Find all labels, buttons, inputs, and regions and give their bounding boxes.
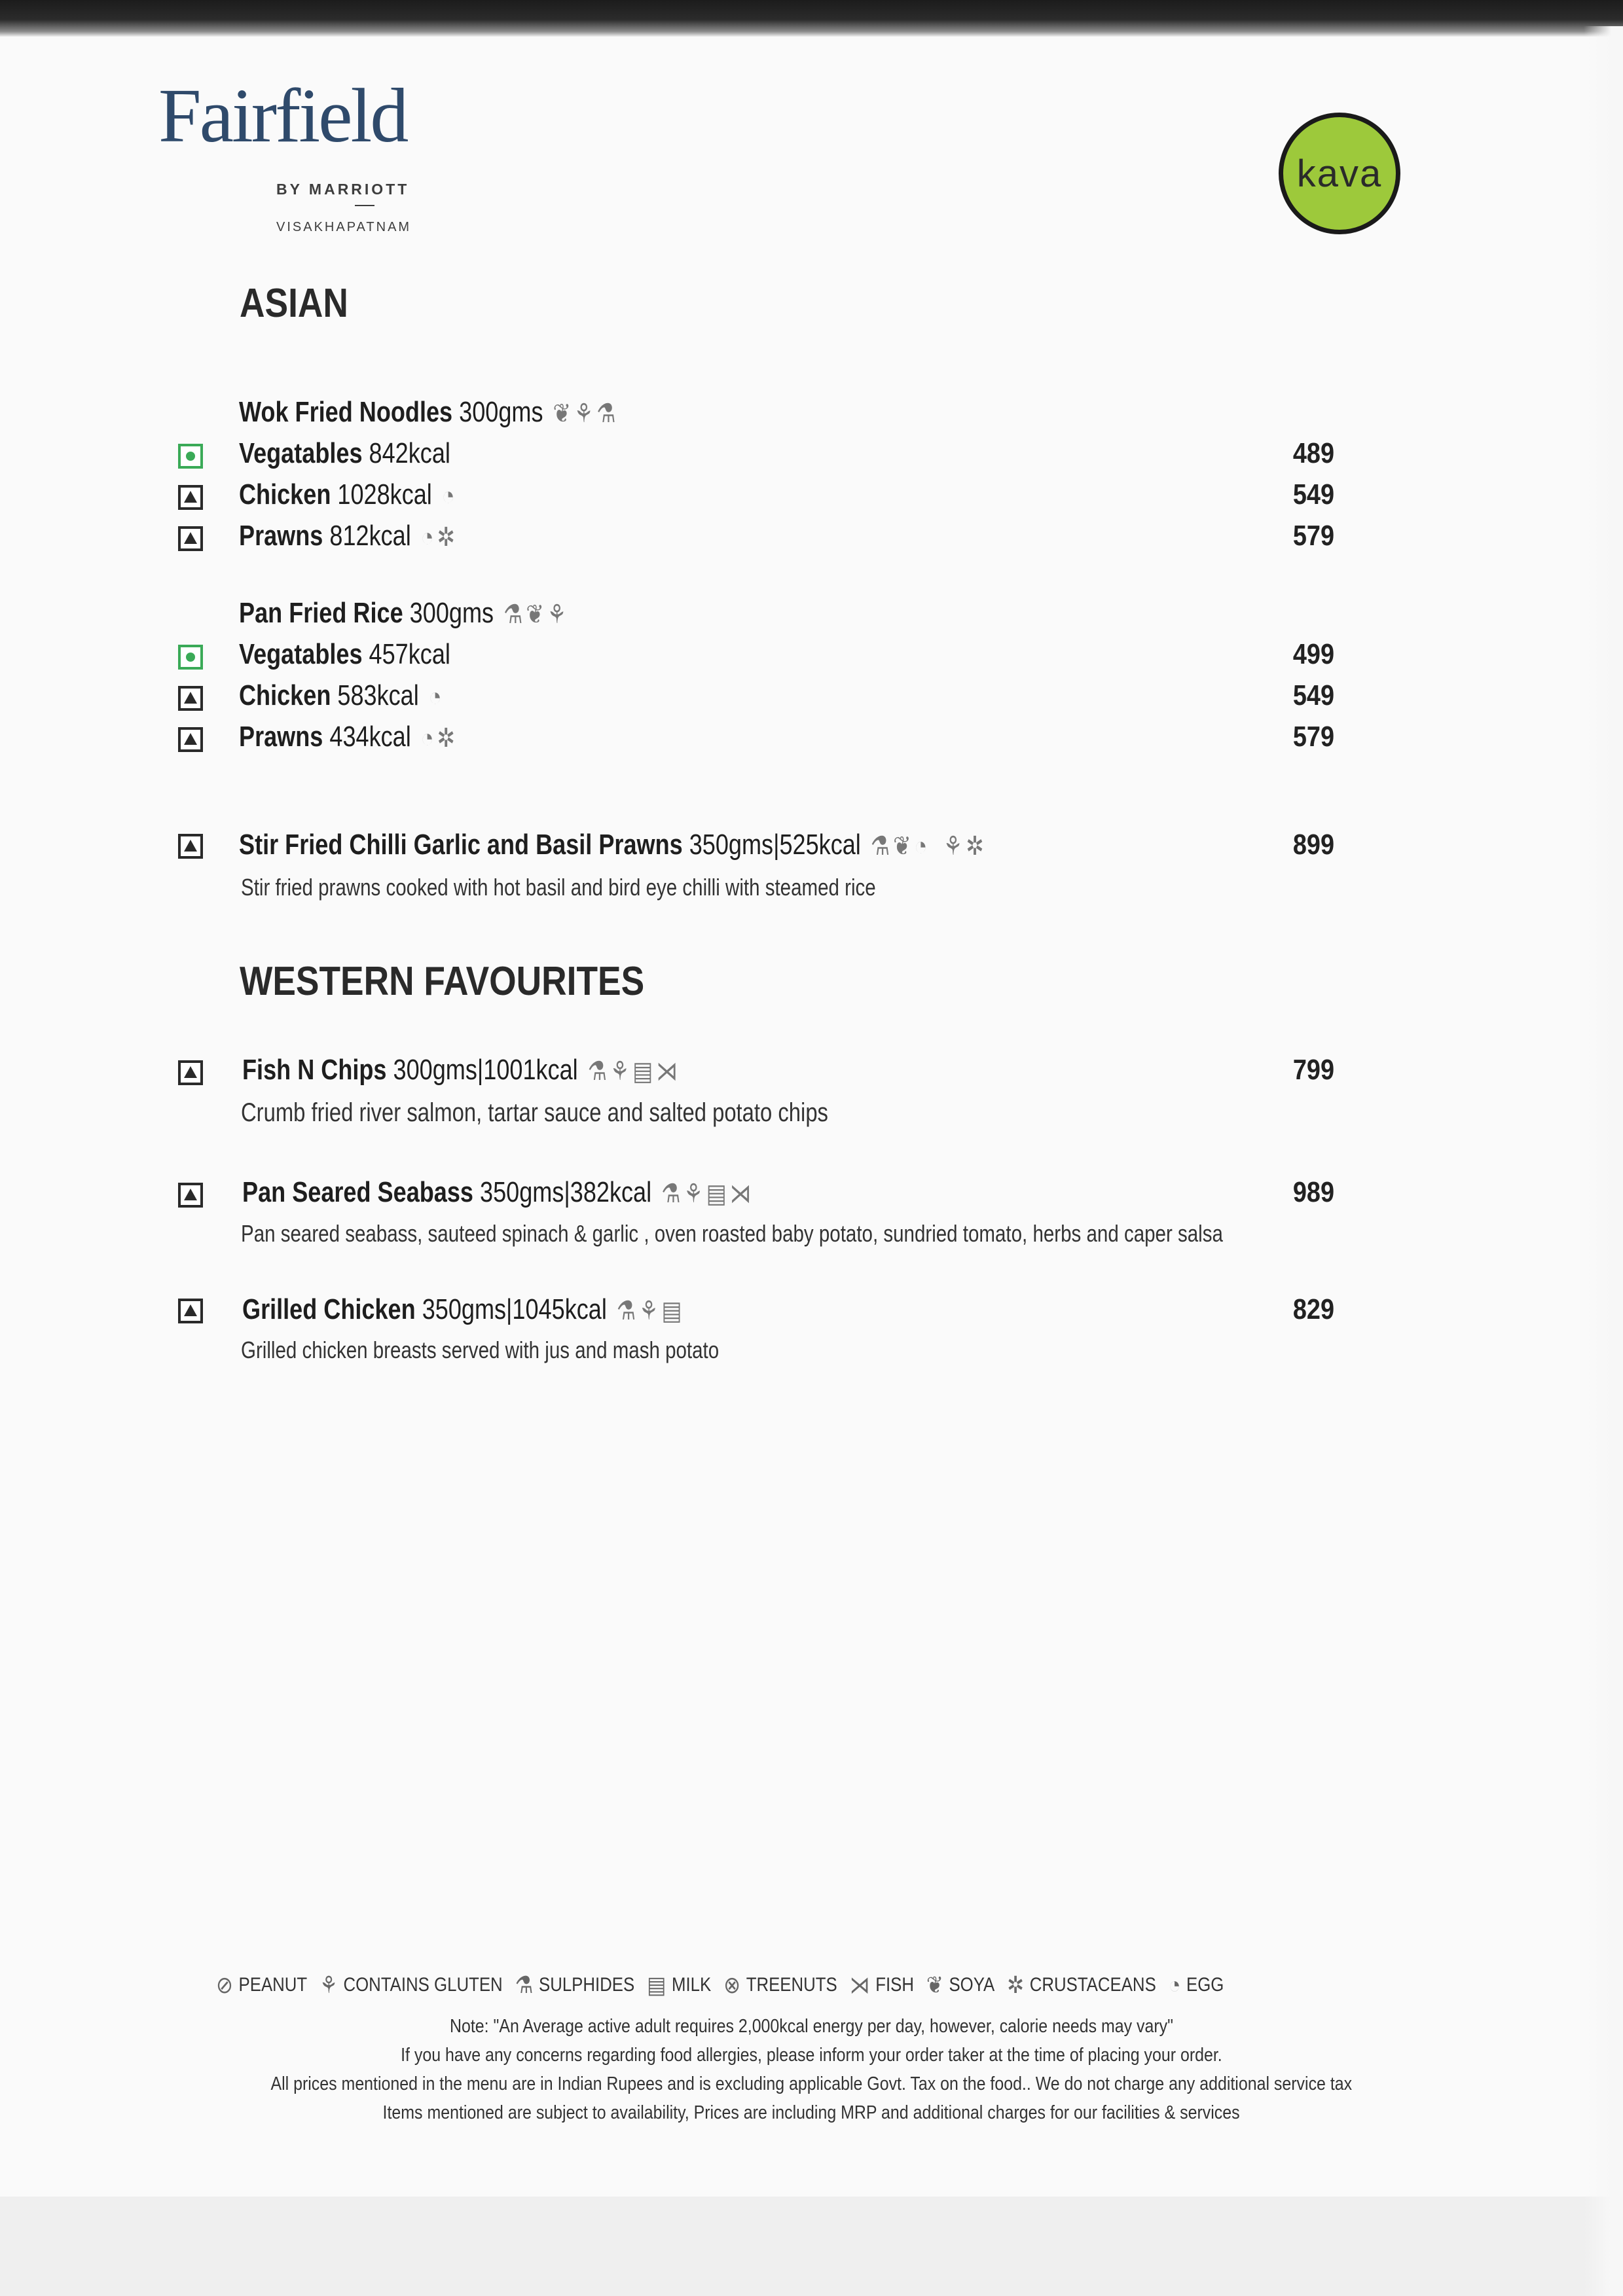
- note-availability: Items mentioned are subject to availability, Prices are including MRP and additional charges for our facilities & services: [382, 2102, 1241, 2123]
- logo-by-marriott: BY MARRIOTT: [276, 181, 410, 198]
- crustaceans-icon: ✲: [437, 724, 455, 753]
- nonveg-marker-icon: [178, 485, 203, 510]
- kava-logo: [1279, 113, 1400, 234]
- legend-item: ⊘ PEANUT: [216, 1971, 308, 1998]
- menu-item-price: 579: [1292, 721, 1334, 753]
- milk-icon: ▤: [706, 1179, 727, 1209]
- menu-item-description: Grilled chicken breasts served with jus and mash potato: [241, 1336, 720, 1363]
- menu-item-price: 499: [1292, 638, 1334, 670]
- fish-icon: ⋊: [729, 1179, 752, 1209]
- sulphides-icon: ⚗: [587, 1057, 608, 1086]
- section-title-asian: ASIAN: [240, 281, 348, 326]
- menu-item-price: 489: [1292, 437, 1334, 469]
- gluten-icon: ⚘: [547, 600, 567, 630]
- gluten-icon: ⚘: [319, 1971, 338, 1998]
- menu-item-name: Prawns 434kcal ◔ ✲: [239, 721, 455, 753]
- sulphides-icon: ⚗: [503, 600, 523, 630]
- soya-icon: ❦: [926, 1971, 943, 1998]
- note-calories: Note: "An Average active adult requires 2,000kcal energy per day, however, calorie needs may vary": [449, 2016, 1174, 2037]
- menu-item-description: Pan seared seabass, sauteed spinach & garlic , oven roasted baby potato, sundried tomato, herbs and caper salsa: [241, 1220, 1223, 1247]
- menu-item-name: Chicken 583kcal ◔: [239, 679, 442, 711]
- logo-city: VISAKHAPATNAM: [276, 220, 412, 234]
- menu-item-name: Stir Fried Chilli Garlic and Basil Prawns 350gms|525kcal ⚗ ❦ ◔ ⚘ ✲: [239, 829, 984, 861]
- western-item-fish-n-chips: [0, 1054, 1623, 1093]
- sulphides-icon: ⚗: [596, 399, 616, 429]
- gluten-icon: ⚘: [610, 1057, 630, 1086]
- logo-wordmark: Fairfield: [158, 73, 407, 158]
- milk-icon: ▤: [647, 1971, 666, 1998]
- menu-item-name: Pan Seared Seabass 350gms|382kcal ⚗ ⚘ ▤ ⋊: [242, 1176, 752, 1209]
- legend-item: ❦ SOYA: [926, 1971, 995, 1998]
- veg-marker-icon: [178, 444, 203, 469]
- logo-divider: [355, 205, 374, 206]
- sulphides-icon: ⚗: [870, 832, 890, 861]
- legend-item: ⊗ TREENUTS: [723, 1971, 837, 1998]
- menu-item-price: 989: [1292, 1176, 1334, 1208]
- nonveg-marker-icon: [178, 834, 203, 859]
- nonveg-marker-icon: [178, 1060, 203, 1085]
- allergen-legend: [216, 1971, 1241, 1999]
- scan-top-edge: [0, 0, 1623, 37]
- fairfield-logo: [158, 73, 420, 234]
- menu-item-name: Fish N Chips 300gms|1001kcal ⚗ ⚘ ▤ ⋊: [242, 1054, 678, 1086]
- menu-item-description: Crumb fried river salmon, tartar sauce and salted potato chips: [241, 1098, 828, 1127]
- soya-icon: ❦: [553, 399, 571, 429]
- western-item-seabass: [0, 1176, 1623, 1215]
- scan-right-edge: [1584, 26, 1623, 2296]
- milk-icon: ▤: [661, 1297, 682, 1326]
- wok-header: [0, 396, 1623, 435]
- gluten-icon: ⚘: [574, 399, 594, 429]
- sulphides-icon: ⚗: [616, 1297, 636, 1326]
- legend-item: ⋊ FISH: [849, 1971, 915, 1998]
- crustaceans-icon: ✲: [437, 523, 455, 552]
- kava-logo-text: kava: [1296, 152, 1383, 195]
- nonveg-marker-icon: [178, 727, 203, 752]
- wok-item-vegetables: [0, 437, 1623, 476]
- rice-header: [0, 597, 1623, 636]
- sulphides-icon: ⚗: [515, 1971, 534, 1998]
- gluten-icon: ⚘: [639, 1297, 659, 1326]
- fish-icon: ⋊: [849, 1971, 870, 1998]
- rice-item-prawns: [0, 721, 1623, 760]
- wok-title-name: Wok Fried Noodles: [239, 396, 453, 428]
- menu-item-name: Chicken 1028kcal ◔: [239, 478, 455, 511]
- menu-item-name: Prawns 812kcal ◔ ✲: [239, 520, 455, 552]
- note-prices: All prices mentioned in the menu are in Indian Rupees and is excluding applicable Govt. Tax on the food.. We do not charge any additional service tax: [270, 2073, 1353, 2094]
- legend-item: ⚗ SULPHIDES: [515, 1971, 635, 1998]
- wok-item-prawns: [0, 520, 1623, 559]
- menu-item-description: Stir fried prawns cooked with hot basil and bird eye chilli with steamed rice: [241, 874, 876, 901]
- menu-item-price: 799: [1292, 1054, 1334, 1086]
- egg-icon: ◔: [914, 831, 928, 861]
- rice-title: Pan Fried Rice 300gms ⚗ ❦ ⚘: [239, 597, 567, 630]
- legend-item: ▤ MILK: [647, 1971, 712, 1998]
- crustaceans-icon: ✲: [966, 832, 984, 861]
- nonveg-marker-icon: [178, 1299, 203, 1323]
- wok-item-chicken: [0, 478, 1623, 518]
- egg-icon: ◔: [428, 682, 442, 711]
- menu-item-price: 579: [1292, 520, 1334, 552]
- egg-icon: ◔: [1168, 1971, 1181, 1998]
- menu-item-price: 549: [1292, 478, 1334, 511]
- rice-item-chicken: [0, 679, 1623, 719]
- note-allergies: If you have any concerns regarding food allergies, please inform your order taker at the time of placing your order.: [401, 2045, 1222, 2066]
- egg-icon: ◔: [420, 522, 434, 552]
- menu-item-name: Vegatables 842kcal: [239, 437, 450, 469]
- soya-icon: ❦: [893, 832, 911, 861]
- peanut-icon: ⊘: [216, 1971, 233, 1998]
- menu-item-price: 829: [1292, 1293, 1334, 1325]
- legend-item: ✲ CRUSTACEANS: [1007, 1971, 1156, 1998]
- menu-item-price: 549: [1292, 679, 1334, 711]
- sulphides-icon: ⚗: [661, 1179, 681, 1209]
- milk-icon: ▤: [632, 1057, 653, 1086]
- wok-title: [239, 396, 616, 429]
- legend-item: ◔ EGG: [1168, 1971, 1224, 1998]
- nonveg-marker-icon: [178, 526, 203, 551]
- menu-item-price: 899: [1292, 829, 1334, 861]
- veg-marker-icon: [178, 645, 203, 670]
- nonveg-marker-icon: [178, 686, 203, 711]
- western-item-grilled-chicken: [0, 1293, 1623, 1333]
- wok-title-weight: 300gms: [459, 396, 543, 428]
- gluten-icon: ⚘: [684, 1179, 703, 1209]
- menu-item-name: Vegatables 457kcal: [239, 638, 450, 670]
- soya-icon: ❦: [526, 600, 544, 630]
- menu-item-name: Grilled Chicken 350gms|1045kcal ⚗ ⚘ ▤: [242, 1293, 682, 1326]
- crustaceans-icon: ✲: [1007, 1971, 1025, 1998]
- legend-item: ⚘ CONTAINS GLUTEN: [319, 1971, 503, 1998]
- gluten-icon: ⚘: [943, 832, 963, 861]
- egg-icon: ◔: [441, 481, 455, 511]
- nonveg-marker-icon: [178, 1183, 203, 1208]
- rice-item-vegetables: [0, 638, 1623, 677]
- section-title-western: WESTERN FAVOURITES: [240, 959, 645, 1004]
- treenuts-icon: ⊗: [723, 1971, 741, 1998]
- fish-icon: ⋊: [656, 1057, 678, 1086]
- egg-icon: ◔: [420, 723, 434, 753]
- stirfry-item: [0, 829, 1623, 868]
